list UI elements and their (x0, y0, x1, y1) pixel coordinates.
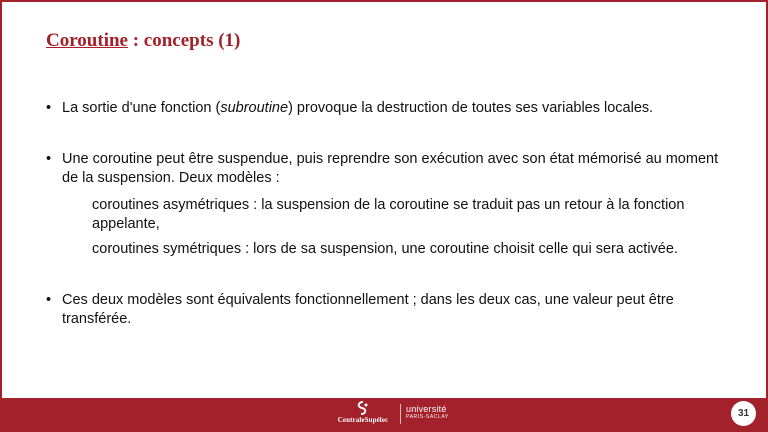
bullet-item (46, 99, 726, 118)
centralesupelec-logo (328, 401, 398, 427)
footer-bar (2, 398, 766, 430)
bullet-emphasis: subroutine (220, 100, 289, 116)
slide-title (46, 30, 240, 52)
bullet-item (46, 291, 726, 329)
bullet-text-before: La sortie d'une fonction ( (62, 100, 221, 116)
universite-paris-saclay-logo (406, 404, 449, 421)
universite-label: université (406, 404, 447, 414)
page-number: 31 (731, 401, 756, 426)
bullet-icon: • (46, 100, 52, 116)
slide-title-keyword: Coroutine (46, 30, 128, 51)
centralesupelec-name: CentraleSupélec (337, 416, 389, 424)
bullet-icon: • (46, 151, 52, 167)
bullet-item (46, 150, 726, 188)
centralesupelec-mark-icon (354, 401, 372, 415)
bullet-icon: • (46, 292, 52, 308)
sub-item-asymmetric: coroutines asymétriques : la suspension de la coroutine se traduit pas un retour à la fonction appelante, (92, 197, 685, 232)
logo-divider (400, 404, 401, 424)
sub-item-symmetric: coroutines symétriques : lors de sa suspension, une coroutine choisit celle qui sera activée. (92, 241, 678, 257)
bullet-text: Une coroutine peut être suspendue, puis reprendre son exécution avec son état mémorisé au moment de la suspension. Deux modèles : (62, 151, 719, 186)
slide-content (46, 99, 726, 329)
paris-saclay-label: PARIS-SACLAY (406, 414, 449, 420)
slide-title-rest: : concepts (1) (127, 30, 241, 51)
bullet-text: Ces deux modèles sont équivalents fonctionnellement ; dans les deux cas, une valeur peut être transférée. (62, 292, 674, 327)
bullet-text-after: ) provoque la destruction de toutes ses variables locales. (288, 100, 654, 116)
